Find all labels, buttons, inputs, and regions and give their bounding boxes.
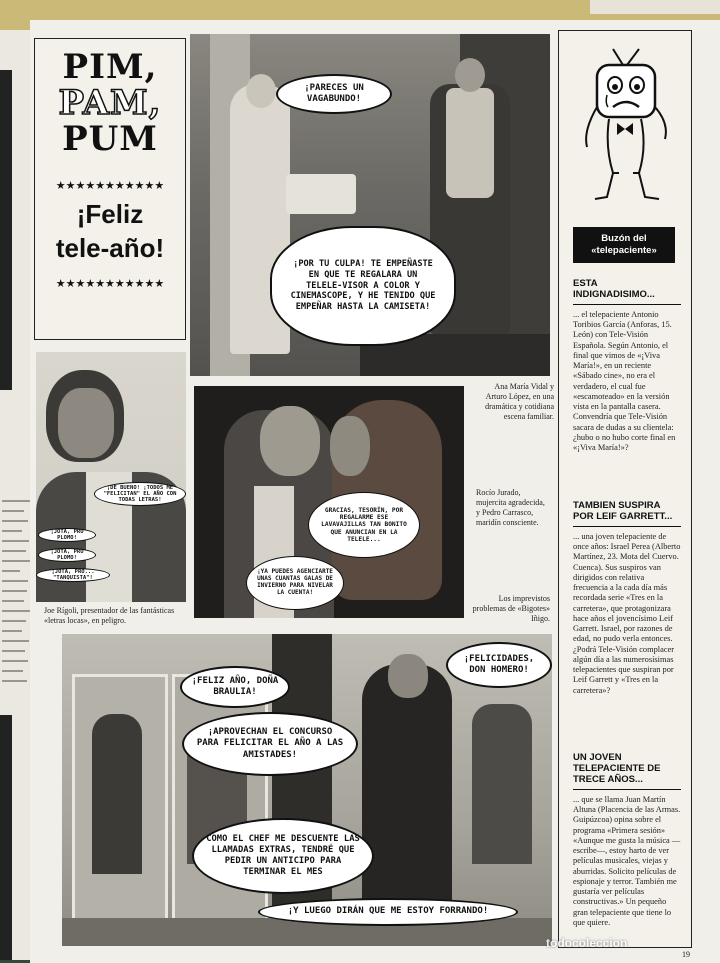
title-pim: PIM,	[62, 47, 158, 87]
bubble-feliz-ano: ¡FELIZ AÑO, DOÑA BRAULIA!	[180, 666, 290, 708]
s3-heading: UN JOVEN TELEPACIENTE DE TRECE AÑOS...	[573, 752, 661, 785]
s1-body: ... el telepaciente Antonio Toribios García (Anforas, 15. León) con Tele-Visión Española. Según Antonio, el final que vimos de «¡Viva María!», en un reciente «Sábado cine», no era el verdadero, el cual fue «escamoteado» en la versión vista en la pantalla casera. Convendría que Tele-Visión sacara de dudas a su clientela: ¿hubo o no hubo corte final en «¡Viva María!»?	[573, 309, 676, 453]
s3-body: ... que se llama Juan Martín Altuna (Placencia de las Armas. Guipúzcoa) opina sobre el programa «Primera sesión» «Aunque me gusta la música —escribe—, estoy harto de ver películas musicales, viejas y aburridas. Solicito películas de espionaje y terror. También me gustaría ver películas constructivas.» Un pequeño gran telepaciente que tiene lo que quiere.	[573, 794, 681, 927]
title-stars-bottom: ★★★★★★★★★★★	[55, 278, 165, 290]
subtitle-tele-ano: tele-año!	[55, 233, 165, 263]
s2-heading: TAMBIEN SUSPIRA POR LEIF GARRETT...	[573, 500, 673, 522]
magazine-page	[30, 20, 720, 963]
tv-character-icon	[575, 47, 675, 217]
caption-bigotes: Los imprevistos problemas de «Bigotes» Iñigo.	[472, 594, 550, 623]
facing-page-photo-bottom	[0, 715, 12, 960]
title-pum: PUM	[62, 119, 158, 159]
title-stars-top: ★★★★★★★★★★★	[55, 180, 165, 192]
bubble-forrando: ¡Y LUEGO DIRÁN QUE ME ESTOY FORRANDO!	[258, 898, 518, 926]
bubble-por-tu-culpa: ¡POR TU CULPA! TE EMPEÑASTE EN QUE TE REGALARA UN TELELE-VISOR A COLOR Y CINEMASCOPE, Y HE TENIDO QUE EMPEÑAR HASTA LA CAMISETA!	[270, 226, 456, 346]
bubble-jota-1: ¡JOTA, PRO PLOMO!	[38, 528, 96, 542]
background-paper-corner	[590, 0, 720, 14]
facing-page-photo	[0, 70, 12, 390]
bubble-gracias-tesorin: GRACIAS, TESORÍN, POR REGALARME ESE LAVAVAJILLAS TAN BONITO QUE ANUNCIAN EN LA TELELE...	[308, 492, 420, 558]
bubble-jota-2: ¡JOTA, PRO PLOMO!	[38, 548, 96, 562]
bubble-felicitan: ¡DE BUENO! ¡TODOS ME "FELICITAN" EL AÑO CON TODAS LETRAS!	[94, 482, 186, 506]
buzon-title: Buzón del «telepaciente»	[591, 233, 657, 256]
bubble-agenciarte: ¡YA PUEDES AGENCIARTE UNAS CUANTAS GALAS DE INVIERNO PARA NIVELAR LA CUENTA!	[246, 556, 344, 610]
bubble-jota-3: ¡JOTA, PRO... "TANQUISTA"!	[36, 568, 110, 582]
title-panel	[34, 38, 186, 340]
bubble-chef: COMO EL CHEF ME DESCUENTE LAS LLAMADAS EXTRAS, TENDRÉ QUE PEDIR UN ANTICIPO PARA TERMINAR EL MES	[192, 818, 374, 894]
bubble-felicidades: ¡FELICIDADES, DON HOMERO!	[446, 642, 552, 688]
caption-rocio-jurado: Rocío Jurado, mujercita agradecida, y Pedro Carrasco, maridín consciente.	[476, 488, 545, 527]
page-number: 19	[682, 950, 690, 959]
title-pam: PAM,	[58, 83, 162, 123]
sidebar-column	[558, 30, 692, 948]
watermark: todocoleccion	[546, 936, 628, 950]
subtitle-feliz: ¡Feliz	[76, 199, 144, 229]
bubble-aprovechan: ¡APROVECHAN EL CONCURSO PARA FELICITAR EL AÑO A LAS AMISTADES!	[182, 712, 358, 776]
s2-body: ... una joven telepaciente de once años: Israel Perea (Alberto Martínez, 23. Mota del Cuervo. Cuenca). Sus suspiros van dirigidos con relativa frecuencia a la cada día más recordada serie «Tres en la carretera», que protagonizara hace años el jovencísimo Leif Garrett. Israel, por razones de edad, no pudo verla entonces. ¿Podrá Tele-Visión complacer algún día a las numerosísimas telepacientes que suspiran por Leif Garrett y «Tres en la carretera»?	[573, 531, 681, 695]
photo-joe-rigoli	[36, 352, 186, 602]
caption-family-scene: Ana María Vidal y Arturo López, en una dramática y cotidiana escena familiar.	[485, 382, 554, 421]
caption-joe-rigoli: Joe Rígoli, presentador de las fantásticas «letras locas», en peligro.	[44, 606, 175, 625]
bubble-vagabundo: ¡PARECES UN VAGABUNDO!	[276, 74, 392, 114]
s1-heading: ESTA INDIGNADISIMO...	[573, 278, 655, 300]
buzon-title-box	[573, 227, 675, 263]
